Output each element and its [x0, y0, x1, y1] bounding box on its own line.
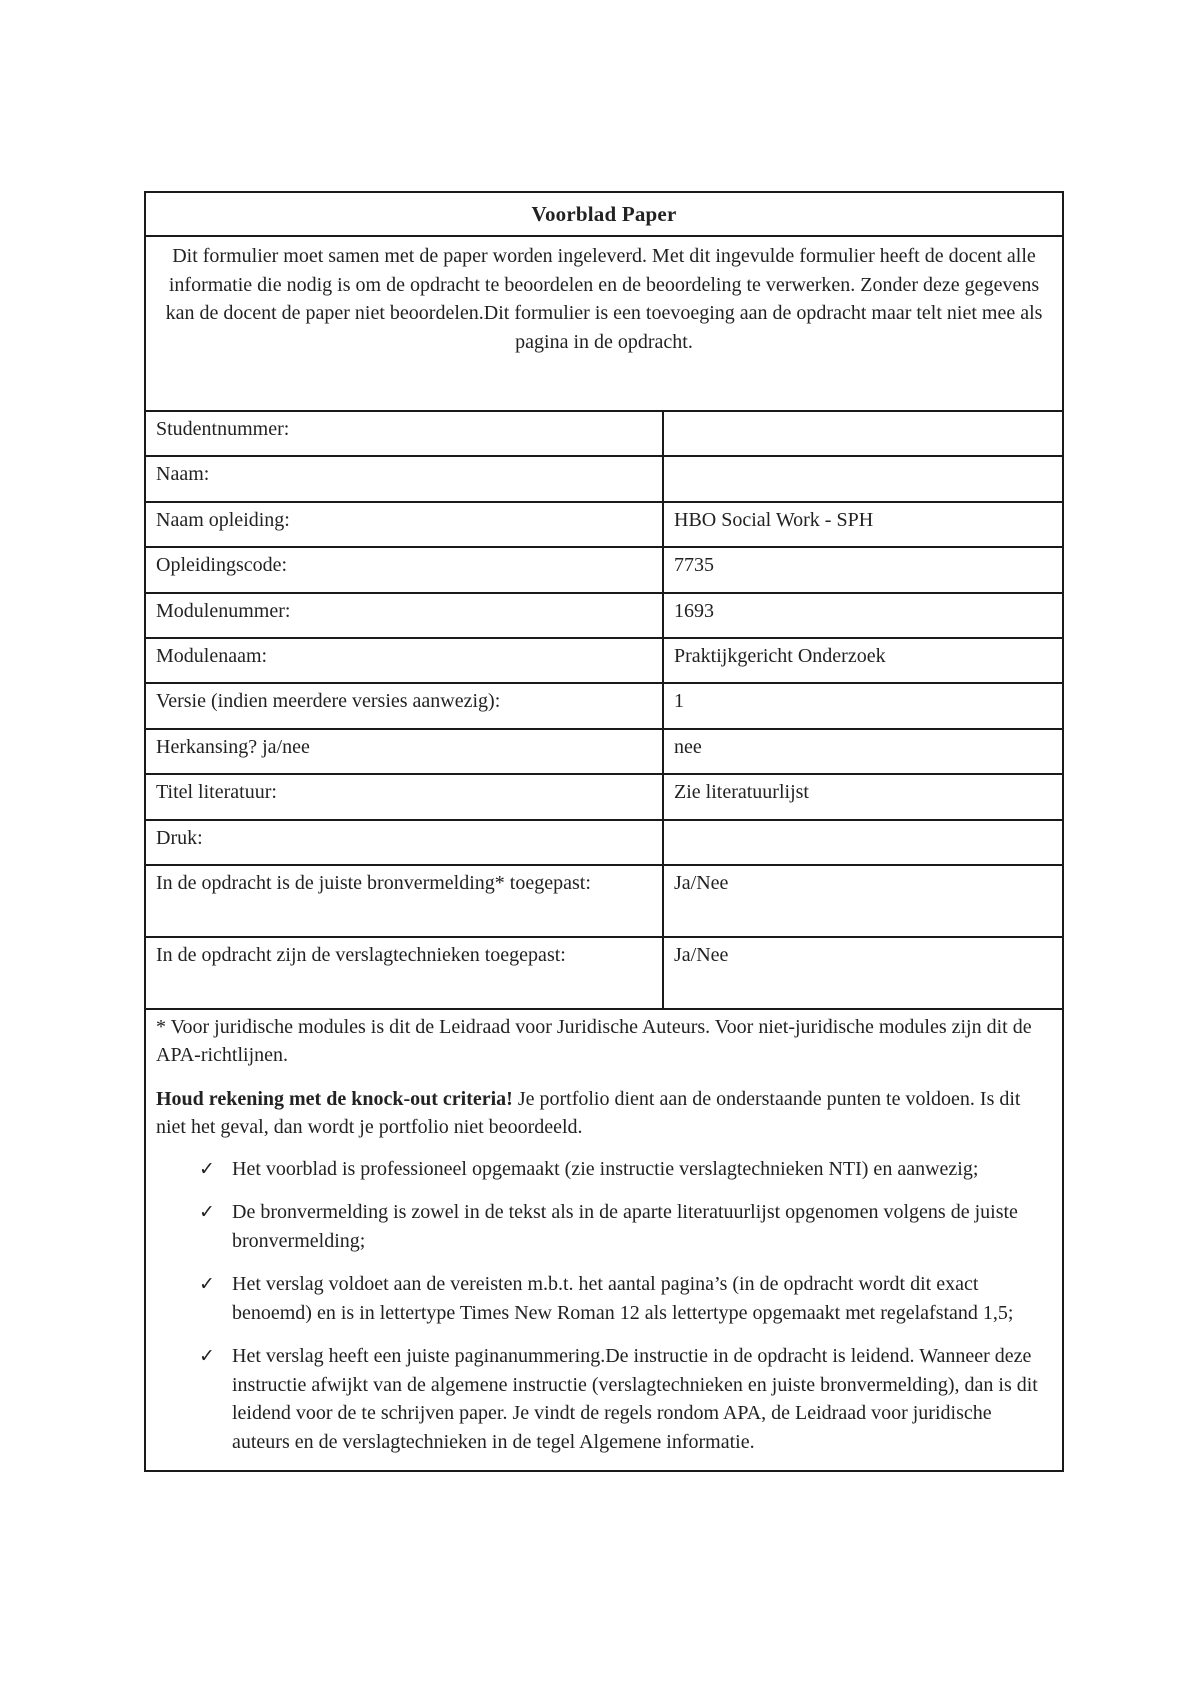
footnote: * Voor juridische modules is dit de Leidraad voor Juridische Auteurs. Voor niet-juridische modules zijn dit de APA-richtlijnen. [156, 1015, 1032, 1067]
field-row-titel-literatuur [146, 775, 1062, 820]
checkmark-icon: ✓ [199, 1201, 215, 1224]
field-row-herkansing [146, 730, 1062, 775]
field-label: In de opdracht is de juiste bronvermelding* toegepast: [146, 866, 664, 936]
field-label: Modulenaam: [146, 639, 664, 682]
field-label: Studentnummer: [146, 412, 664, 455]
field-row-naam [146, 457, 1062, 502]
field-row-bronvermelding [146, 866, 1062, 938]
field-label: Druk: [146, 821, 664, 864]
field-row-modulenaam [146, 639, 1062, 684]
field-label: Titel literatuur: [146, 775, 664, 818]
checklist-item [199, 1155, 1052, 1184]
field-value[interactable] [664, 457, 1062, 500]
knockout-text: Je portfolio dient aan de onderstaande punten te voldoen. Is dit niet het geval, dan wordt je portfolio niet beoordeeld. [156, 1087, 1021, 1139]
field-value[interactable]: Zie literatuurlijst [674, 781, 809, 804]
checklist-item-text: Het voorblad is professioneel opgemaakt (zie instructie verslagtechnieken NTI) en aanwezig; [232, 1157, 979, 1180]
field-value[interactable] [664, 821, 1062, 864]
field-value[interactable]: Ja/Nee [674, 871, 729, 894]
checklist-item [199, 1198, 1052, 1255]
checklist-item-text: Het verslag voldoet aan de vereisten m.b.t. het aantal pagina’s (in de opdracht wordt dit exact benoemd) en is in lettertype Times New Roman 12 als lettertype opgemaakt met regelafstand 1,5; [232, 1273, 1014, 1324]
field-label: Naam opleiding: [146, 503, 664, 546]
field-label: Modulenummer: [146, 594, 664, 637]
field-label: Versie (indien meerdere versies aanwezig): [146, 684, 664, 727]
field-value[interactable]: nee [674, 735, 702, 758]
field-row-studentnummer [146, 412, 1062, 457]
form-title: Voorblad Paper [146, 193, 1062, 237]
field-value[interactable]: Praktijkgericht Onderzoek [674, 644, 886, 667]
field-label: Herkansing? ja/nee [146, 730, 664, 773]
field-row-modulenummer [146, 594, 1062, 639]
field-value[interactable]: 1693 [674, 599, 714, 622]
field-value[interactable]: 1 [674, 690, 684, 713]
checklist-item-text: De bronvermelding is zowel in de tekst als in de aparte literatuurlijst opgenomen volgens de juiste bronvermelding; [232, 1201, 1018, 1252]
checklist-item [199, 1270, 1052, 1327]
checklist-item [199, 1342, 1052, 1456]
knockout-paragraph [156, 1085, 1052, 1142]
knockout-checklist [156, 1155, 1052, 1457]
field-row-naam-opleiding [146, 503, 1062, 548]
notes-section [146, 1010, 1062, 1471]
field-row-versie [146, 684, 1062, 729]
field-value[interactable]: 7735 [674, 554, 714, 577]
cover-sheet-form [144, 191, 1064, 1472]
field-row-opleidingscode [146, 548, 1062, 593]
field-label: Opleidingscode: [146, 548, 664, 591]
field-row-verslagtechnieken [146, 938, 1062, 1010]
checkmark-icon: ✓ [199, 1157, 215, 1180]
field-value[interactable]: HBO Social Work - SPH [674, 508, 874, 531]
checklist-item-text: Het verslag heeft een juiste paginanummering.De instructie in de opdracht is leidend. Wanneer deze instructie afwijkt van de algemene instructie (verslagtechnieken en juiste bronvermelding), dan is dit leidend voor de te schrijven paper. Je vindt de regels rondom APA, de Leidraad voor juridische auteurs en de verslagtechnieken in de tegel Algemene informatie. [232, 1345, 1038, 1453]
field-value[interactable] [664, 412, 1062, 455]
checkmark-icon: ✓ [199, 1273, 215, 1296]
form-intro: Dit formulier moet samen met de paper worden ingeleverd. Met dit ingevulde formulier heeft de docent alle informatie die nodig is om de opdracht te beoordelen en de beoordeling te verwerken. Zonder deze gegevens kan de docent de paper niet beoordelen.Dit formulier is een toevoeging aan de opdracht maar telt niet mee als pagina in de opdracht. [146, 237, 1062, 412]
field-label: Naam: [146, 457, 664, 500]
field-row-druk [146, 821, 1062, 866]
field-value[interactable]: Ja/Nee [674, 943, 729, 966]
checkmark-icon: ✓ [199, 1345, 215, 1368]
knockout-heading: Houd rekening met de knock-out criteria! [156, 1087, 513, 1110]
field-label: In de opdracht zijn de verslagtechnieken toegepast: [146, 938, 664, 1008]
